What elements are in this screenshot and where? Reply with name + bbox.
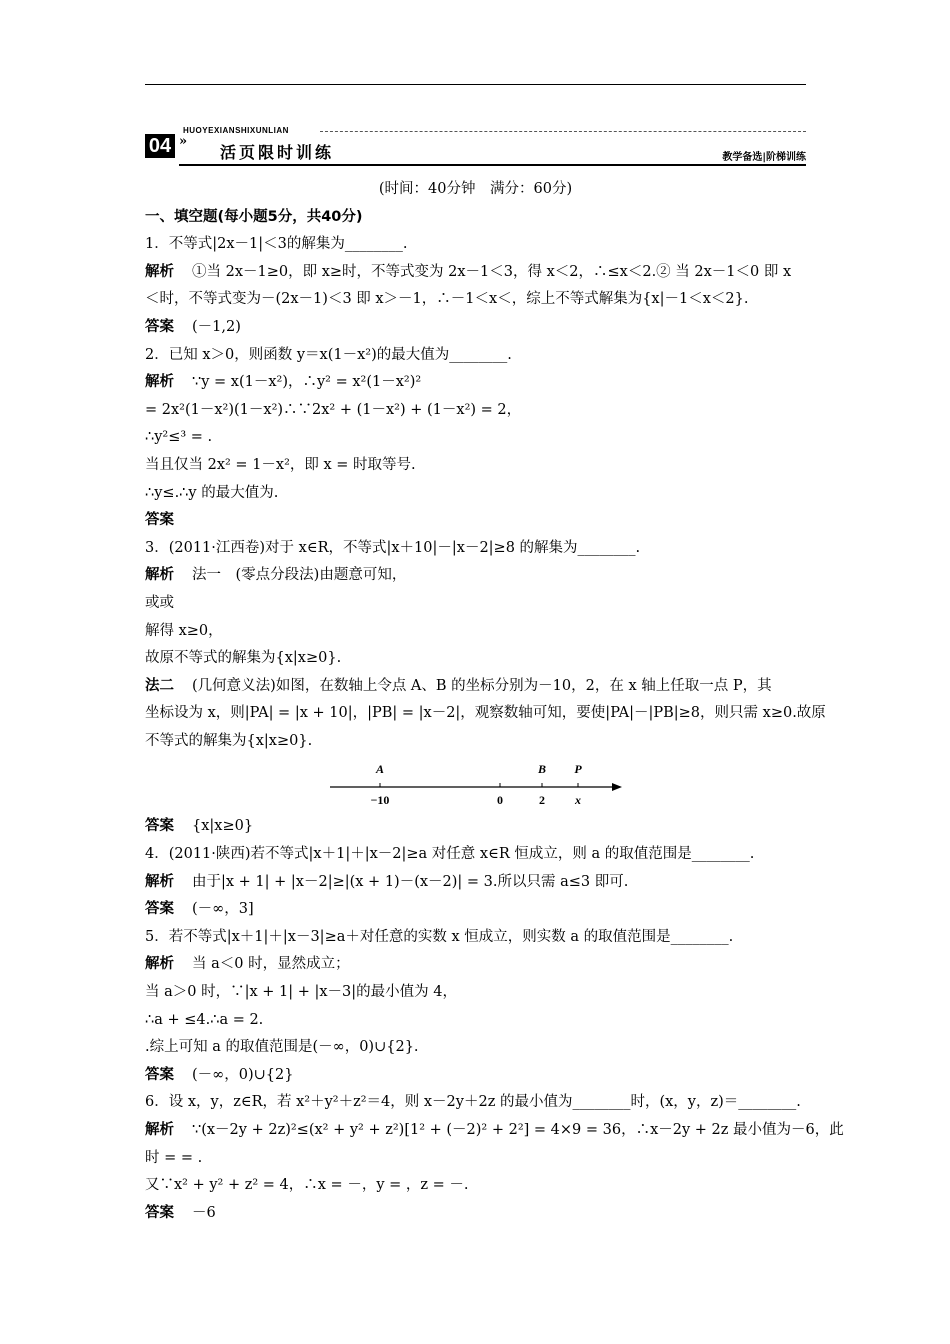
number-line-coordinate: x [575,793,581,808]
q2-answer [145,507,806,535]
q4-answer-text: (－∞，3] [192,901,254,918]
question-1: 1．不等式|2x－1|＜3的解集为________. [145,236,408,253]
q1-analysis-text-1: ①当 2x－1≥0，即 x≥时，不等式变为 2x－1＜3，得 x＜2，∴≤x＜2.② 当 2x－1＜0 即 x [192,263,792,280]
q3-analysis-text-1: 法一 (零点分段法)由题意可知， [192,567,407,584]
q2-analysis-5: ∴y≤.∴y 的最大值为. [145,484,279,501]
banner-rule [179,164,806,166]
question-5: 5．若不等式|x＋1|＋|x－3|≥a＋对任意的实数 x 恒成立，则实数 a 的取值范围是________. [145,928,734,945]
q5-analysis-4: .综上可知 a 的取值范围是(－∞，0)∪{2}. [145,1039,419,1056]
section-banner [145,126,806,166]
q5-answer [145,1062,806,1090]
chevron-icon: » [179,134,188,149]
number-line-point-label: P [574,762,582,777]
q1-answer-text: (－1,2) [192,318,241,335]
answer-label: 答案 [145,1204,174,1221]
q3-method2-text-1: (几何意义法)如图，在数轴上令点 A、B 的坐标分别为－10，2，在 x 轴上任取一点 P，其 [192,677,772,694]
q6-analysis-1 [145,1117,844,1145]
q5-analysis-3: ∴a + ≤4.∴a = 2. [145,1011,264,1028]
arrow-icon [612,783,622,791]
section-heading: 一、填空题(每小题5分，共40分) [145,208,363,225]
q1-analysis-1 [145,259,806,287]
analysis-label: 解析 [145,374,174,391]
analysis-label: 解析 [145,263,174,280]
answer-label: 答案 [145,1066,174,1083]
q3-method2-1 [145,673,806,701]
section-number-badge: 04 [145,134,175,158]
q6-analysis-2: 时 = = . [145,1149,203,1166]
analysis-label: 解析 [145,567,174,584]
q3-answer-text: {x|x≥0} [192,818,254,835]
number-line-coordinate: 2 [539,793,545,808]
q5-analysis-1 [145,951,806,979]
question-4: 4．(2011·陕西)若不等式|x＋1|＋|x－2|≥a 对任意 x∈R 恒成立，则 a 的取值范围是________. [145,846,755,863]
q1-answer [145,314,806,342]
question-3: 3．(2011·江西卷)对于 x∈R，不等式|x＋10|－|x－2|≥8 的解集为________. [145,539,641,556]
number-line-point-label: B [537,762,547,777]
q3-method2-2: 坐标设为 x，则|PA| = |x + 10|，|PB| = |x－2|，观察数轴可知，要使|PA|－|PB|≥8，则只需 x≥0.故原 [145,705,826,722]
top-rule [145,84,806,85]
q1-analysis-2: ＜时，不等式变为－(2x－1)＜3 即 x＞－1，∴－1＜x＜，综上不等式解集为{x|－1＜x＜2}. [145,291,749,308]
q5-analysis-text-1: 当 a＜0 时，显然成立； [192,956,350,973]
q3-analysis-3: 解得 x≥0， [145,622,223,639]
method2-label: 法二 [145,677,174,694]
q5-analysis-2: 当 a＞0 时，∵|x + 1| + |x－3|的最小值为 4， [145,984,458,1001]
banner-dotted-line [320,131,806,132]
q3-method2-3: 不等式的解集为{x|x≥0}. [145,732,313,749]
number-line-svg [330,757,630,813]
banner-title: 活页限时训练 [220,143,335,162]
q4-analysis-1 [145,869,806,897]
analysis-label: 解析 [145,956,174,973]
q3-analysis-2: 或或 [145,594,174,611]
q2-analysis-4: 当且仅当 2x² = 1－x²，即 x = 时取等号. [145,456,416,473]
q3-answer [145,813,806,841]
q6-answer-text: －6 [192,1204,216,1221]
q2-analysis-1 [145,369,806,397]
q2-analysis-2: = 2x²(1－x²)(1－x²)∴∵2x² + (1－x²) + (1－x²) = 2， [145,401,522,418]
banner-pinyin: HUOYEXIANSHIXUNLIAN [183,126,289,135]
number-line-coordinate: 0 [497,793,503,808]
number-line-figure [145,755,806,813]
q2-analysis-3: ∴y²≤³ = . [145,429,213,446]
banner-right-tag: 教学备选|阶梯训练 [722,152,806,163]
q2-analysis-text-1: ∵y = x(1－x²)，∴y² = x²(1－x²)² [192,374,422,391]
q6-analysis-3: 又∵x² + y² + z² = 4，∴x = －，y = ，z = －. [145,1177,469,1194]
answer-label: 答案 [145,818,174,835]
q4-analysis-text-1: 由于|x + 1| + |x－2|≥|(x + 1)－(x－2)| = 3.所以只需 a≤3 即可. [192,873,629,890]
number-line-point-label: A [375,762,385,777]
q3-analysis-4: 故原不等式的解集为{x|x≥0}. [145,650,342,667]
analysis-label: 解析 [145,1122,174,1138]
exercise-content [145,176,844,1227]
question-2: 2．已知 x＞0，则函数 y＝x(1－x²)的最大值为________. [145,346,512,363]
analysis-label: 解析 [145,873,174,890]
q6-answer [145,1200,806,1228]
q5-answer-text: (－∞，0)∪{2} [192,1066,294,1083]
question-6: 6．设 x，y，z∈R，若 x²＋y²＋z²＝4，则 x－2y＋2z 的最小值为________时，(x，y，z)＝________. [145,1094,801,1111]
q3-analysis-1 [145,562,806,590]
q6-analysis-text-1: ∵(x－2y + 2z)²≤(x² + y² + z²)[1² + (－2)² + 2²] = 4×9 = 36，∴x－2y + 2z 最小值为－6，此 [192,1122,844,1138]
answer-label: 答案 [145,901,174,918]
q4-answer [145,896,806,924]
answer-label: 答案 [145,512,174,529]
answer-label: 答案 [145,318,174,335]
number-line-coordinate: −10 [370,793,390,808]
time-score-info: (时间：40分钟 满分：60分) [378,181,573,197]
